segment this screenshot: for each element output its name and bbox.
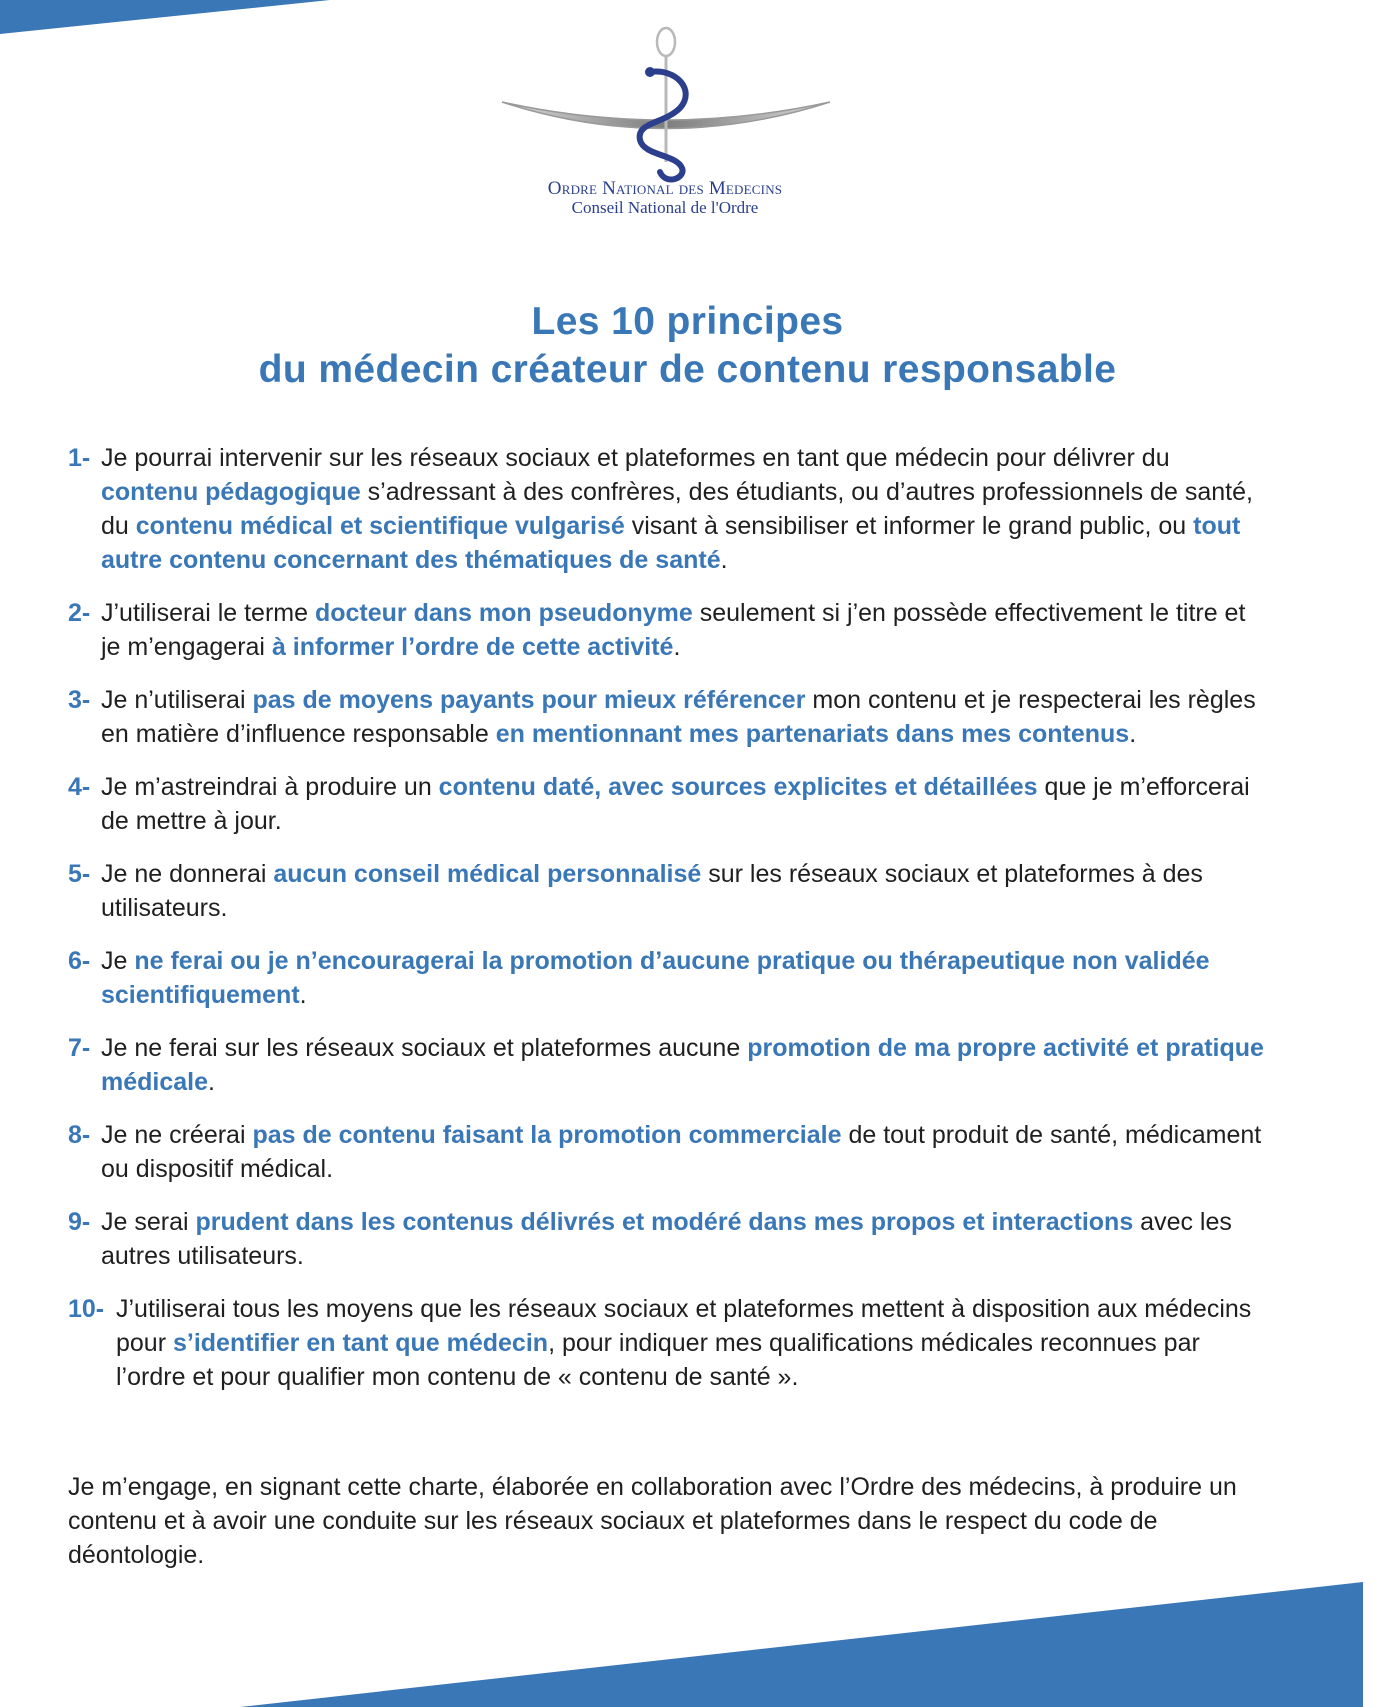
- highlighted-text: contenu pédagogique: [101, 478, 361, 506]
- principle-number: 7-: [68, 1034, 91, 1062]
- bottom-right-blue-band: [240, 1582, 1363, 1707]
- principle-text: , pour indiquer mes qualifications médicales reconnues par l’ordre et pour qualifier mon contenu de « contenu de santé ».: [116, 1329, 1200, 1391]
- highlighted-text: ne ferai ou je n’encouragerai la promotion d’aucune pratique ou thérapeutique non validée scientifiquement: [101, 947, 1210, 1009]
- principle-item: [68, 944, 1268, 1012]
- org-name: Ordre National des Medecins: [547, 178, 783, 199]
- highlighted-text: à informer l’ordre de cette activité: [271, 633, 674, 661]
- principle-number: 2-: [68, 599, 91, 627]
- principle-text: seulement si j’en possède effectivement le titre et je m’engagerai: [101, 599, 1246, 661]
- principle-text: que je m’efforcerai de mettre à jour.: [101, 773, 1250, 835]
- principle-number: 4-: [68, 773, 91, 801]
- principle-item: [68, 441, 1268, 577]
- principle-text: J’utiliserai tous les moyens que les réseaux sociaux et plateformes mettent à disposition aux médecins pour: [116, 1295, 1252, 1357]
- principle-text: Je serai: [101, 1208, 196, 1236]
- principle-item: [68, 1205, 1268, 1273]
- principle-item: [68, 1118, 1268, 1186]
- highlighted-text: contenu médical et scientifique vulgarisé: [135, 512, 625, 540]
- principle-text: Je ne ferai sur les réseaux sociaux et plateformes aucune: [101, 1034, 748, 1062]
- principle-text: de tout produit de santé, médicament ou dispositif médical.: [101, 1121, 1262, 1183]
- highlighted-text: docteur dans mon pseudonyme: [314, 599, 693, 627]
- principle-text: s’adressant à des confrères, des étudiants, ou d’autres professionnels de santé, du: [101, 478, 1253, 540]
- org-subtitle: Conseil National de l'Ordre: [571, 198, 759, 217]
- highlighted-text: tout autre contenu concernant des thématiques de santé: [101, 512, 1241, 574]
- principle-number: 5-: [68, 860, 91, 888]
- principle-number: 9-: [68, 1208, 91, 1236]
- principle-text: avec les autres utilisateurs.: [101, 1208, 1232, 1270]
- closing-statement: Je m’engage, en signant cette charte, élaborée en collaboration avec l’Ordre des médecins, à produire un contenu et à avoir une conduite sur les réseaux sociaux et plateformes dans le respect du code de déontologie.: [68, 1473, 1237, 1569]
- principle-text: .: [1129, 720, 1137, 748]
- title-line-1: Les 10 principes: [531, 300, 844, 343]
- highlighted-text: aucun conseil médical personnalisé: [273, 860, 702, 888]
- highlighted-text: promotion de ma propre activité et pratique médicale: [101, 1034, 1264, 1096]
- principle-text: mon contenu et je respecterai les règles en matière d’influence responsable: [101, 686, 1256, 748]
- principle-item: [68, 857, 1268, 925]
- principle-item: [68, 596, 1268, 664]
- principle-text: sur les réseaux sociaux et plateformes à des utilisateurs.: [101, 860, 1203, 922]
- principle-text: Je n’utiliserai: [101, 686, 253, 714]
- principle-text: visant à sensibiliser et informer le grand public, ou: [624, 512, 1194, 540]
- principle-number: 10-: [68, 1295, 105, 1323]
- principle-number: 3-: [68, 686, 91, 714]
- principle-text: Je ne créerai: [101, 1121, 253, 1149]
- principle-text: .: [299, 981, 307, 1009]
- highlighted-text: s’identifier en tant que médecin: [172, 1329, 549, 1357]
- highlighted-text: pas de contenu faisant la promotion commerciale: [252, 1121, 842, 1149]
- principle-text: .: [673, 633, 681, 661]
- highlighted-text: pas de moyens payants pour mieux référencer: [252, 686, 806, 714]
- principle-text: .: [720, 546, 728, 574]
- principle-item: [68, 770, 1268, 838]
- principle-text: J’utiliserai le terme: [101, 599, 315, 627]
- principle-number: 1-: [68, 444, 91, 472]
- highlighted-text: prudent dans les contenus délivrés et modéré dans mes propos et interactions: [195, 1208, 1134, 1236]
- principle-item: [68, 1031, 1268, 1099]
- principle-text: .: [208, 1068, 215, 1096]
- principle-text: Je: [101, 947, 135, 975]
- highlighted-text: contenu daté, avec sources explicites et détaillées: [438, 773, 1038, 801]
- principle-item: [68, 683, 1268, 751]
- principle-number: 8-: [68, 1121, 91, 1149]
- principle-text: Je ne donnerai: [101, 860, 274, 888]
- page-title: [0, 298, 1375, 394]
- principle-text: Je pourrai intervenir sur les réseaux sociaux et plateformes en tant que médecin pour délivrer du: [101, 444, 1170, 472]
- principles-list: [68, 441, 1268, 1413]
- title-line-2: du médecin créateur de contenu responsable: [258, 348, 1117, 391]
- principle-text: Je m’astreindrai à produire un: [101, 773, 439, 801]
- top-left-blue-band: [0, 0, 330, 34]
- highlighted-text: en mentionnant mes partenariats dans mes contenus: [495, 720, 1130, 748]
- principle-number: 6-: [68, 947, 91, 975]
- principle-item: [68, 1292, 1268, 1394]
